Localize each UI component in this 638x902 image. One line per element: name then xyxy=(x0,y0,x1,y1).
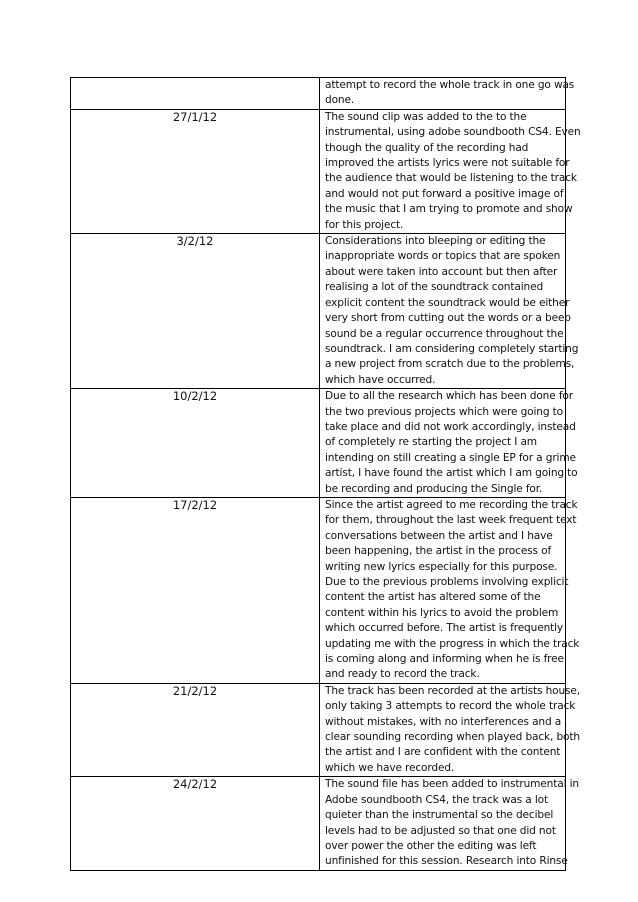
log-row xyxy=(71,109,566,233)
log-entry xyxy=(320,777,579,870)
log-entry-line: writing new lyrics especially for this purpose. xyxy=(325,560,558,573)
log-entry-line: only taking 3 attempts to record the whole track xyxy=(325,700,576,713)
log-entry-line: for them, throughout the last week frequent text xyxy=(325,514,577,527)
log-entry-line: intending on still creating a single EP for a grime xyxy=(325,451,576,464)
log-row xyxy=(71,389,566,498)
log-entry-line: which we have recorded. xyxy=(325,761,455,774)
log-entry-line: without mistakes, with no interferences and a xyxy=(325,715,562,728)
log-entry-line: Since the artist agreed to me recording the track xyxy=(325,498,578,511)
log-entry xyxy=(320,78,575,110)
log-date: 3/2/12 xyxy=(71,234,320,389)
log-entry-line: a new project from scratch due to the problems, xyxy=(325,358,575,371)
log-entry-line: Adobe soundbooth CS4, the track was a lot xyxy=(325,793,548,806)
log-entry-line: take place and did not work accordingly, instead xyxy=(325,420,576,433)
log-entry-line: unfinished for this session. Research into Rinse xyxy=(325,855,568,868)
log-entry-line: of completely re starting the project I am xyxy=(325,436,537,449)
log-entry-line: updating me with the progress in which the track xyxy=(325,637,580,650)
log-entry-line: though the quality of the recording had xyxy=(325,141,529,154)
log-entry-line: artist, I have found the artist which I am going to xyxy=(325,467,578,480)
log-entry-line: levels had to be adjusted so that one did not xyxy=(325,824,556,837)
log-entry-line: the audience that would be listening to the track xyxy=(325,172,577,185)
log-entry-line: been happening, the artist in the process of xyxy=(325,545,552,558)
production-log-body xyxy=(71,78,581,871)
log-entry-line: about were taken into account but then after xyxy=(325,265,558,278)
log-date: 27/1/12 xyxy=(71,109,320,233)
log-date: 21/2/12 xyxy=(71,683,320,776)
log-entry-line: which have occurred. xyxy=(325,373,436,386)
log-entry-line: very short from cutting out the words or a beep xyxy=(325,312,571,325)
log-entry-line: conversations between the artist and I have xyxy=(325,529,553,542)
log-entry-line: Due to all the research which has been done for xyxy=(325,390,573,403)
log-entry-line: Considerations into bleeping or editing the xyxy=(325,235,546,248)
log-entry-line: The track has been recorded at the artists house, xyxy=(325,684,581,697)
log-row xyxy=(71,683,566,776)
log-row xyxy=(71,497,566,683)
log-entry-line: over power the other the editing was left xyxy=(325,839,537,852)
log-entry-line: explicit content the soundtrack would be either xyxy=(325,296,570,309)
log-entry xyxy=(320,234,579,389)
log-entry-line: attempt to record the whole track in one go was xyxy=(325,79,575,91)
log-entry-line: the two previous projects which were going to xyxy=(325,405,563,418)
log-entry-line: The sound clip was added to the to the xyxy=(325,110,527,123)
log-date: 10/2/12 xyxy=(71,389,320,498)
log-entry-line: is coming along and informing when he is free xyxy=(325,653,564,666)
log-entry-line: the artist and I are confident with the content xyxy=(325,746,561,759)
log-entry-line: content the artist has altered some of the xyxy=(325,591,541,604)
log-entry xyxy=(320,389,578,498)
log-date: 24/2/12 xyxy=(71,777,320,870)
log-row xyxy=(71,234,566,389)
log-entry-line: Due to the previous problems involving explicit xyxy=(325,576,569,588)
log-entry-line: and ready to record the track. xyxy=(325,668,480,681)
log-entry-line: realising a lot of the soundtrack contained xyxy=(325,281,544,294)
log-entry-line: be recording and producing the Single for. xyxy=(325,482,543,495)
log-entry-line: the music that I am trying to promote and show xyxy=(325,203,573,216)
log-entry-line: and would not put forward a positive image of xyxy=(325,187,564,200)
log-entry xyxy=(320,683,581,776)
log-entry-line: for this project. xyxy=(325,218,404,231)
log-entry-line: which occurred before. The artist is frequently xyxy=(325,622,564,635)
log-row xyxy=(71,78,566,110)
log-entry-line: quieter than the instrumental so the decibel xyxy=(325,809,554,822)
log-entry-line: clear sounding recording when played back, both xyxy=(325,731,580,744)
log-entry-line: instrumental, using adobe soundbooth CS4. Even xyxy=(325,126,581,139)
log-entry xyxy=(320,497,580,683)
log-entry-line: done. xyxy=(325,94,355,107)
log-entry-line: content within his lyrics to avoid the problem xyxy=(325,606,559,619)
log-entry-line: soundtrack. I am considering completely starting xyxy=(325,342,579,355)
log-date: 17/2/12 xyxy=(71,497,320,683)
log-entry-line: sound be a regular occurrence throughout the xyxy=(325,327,564,340)
log-entry-line: improved the artists lyrics were not suitable for xyxy=(325,157,570,170)
log-row xyxy=(71,777,566,870)
log-entry xyxy=(320,109,581,233)
log-entry-line: inappropriate words or topics that are spoken xyxy=(325,250,561,263)
production-log-table xyxy=(70,77,581,871)
log-date xyxy=(71,78,320,110)
log-entry-line: The sound file has been added to instrumental in xyxy=(325,778,579,791)
